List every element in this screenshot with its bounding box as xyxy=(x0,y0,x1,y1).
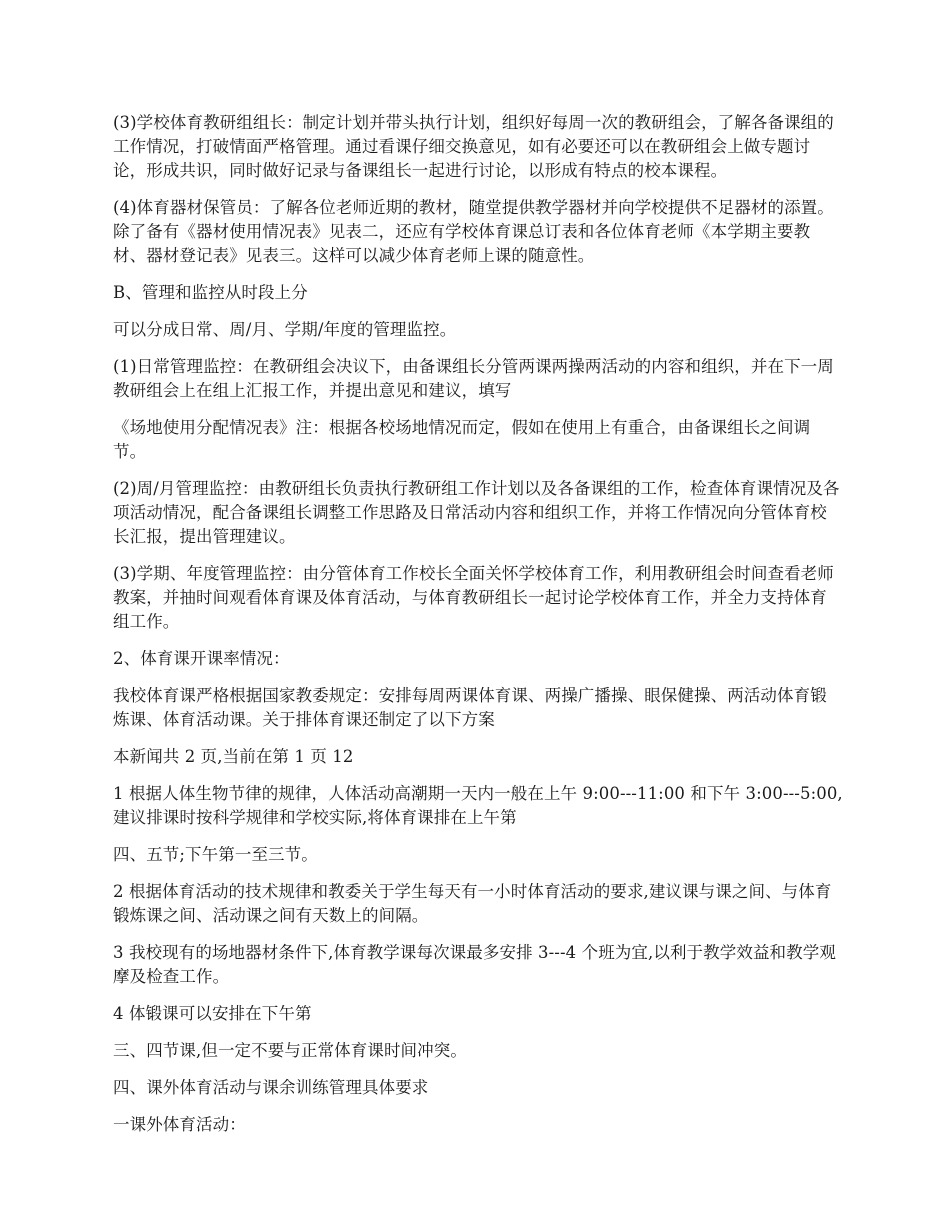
page-indicator: 本新闻共 2 页,当前在第 1 页 12 xyxy=(113,747,354,766)
list-item-1: 1 根据人体生物节律的规律，人体活动高潮期一天内一般在上午 9:00---11:00 和下午 3:00---5:00,建议排课时按科学规律和学校实际,将体育课排在上午第 xyxy=(113,784,843,827)
paragraph-daily-monitoring: (1)日常管理监控：在教研组会决议下，由备课组长分管两课两操两活动的内容和组织，并在下一周教研组会上在组上汇报工作，并提出意见和建议，填写 xyxy=(113,357,834,400)
paragraph-group-leader: (3)学校体育教研组组长：制定计划并带头执行计划，组织好每周一次的教研组会，了解各备课组的工作情况，打破情面严格管理。通过看课仔细交换意见，如有必要还可以在教研组会上做专题讨论，形成共识，同时做好记录与备课组长一起进行讨论，以形成有特点的校本课程。 xyxy=(113,113,834,180)
paragraph-term-monitoring: (3)学期、年度管理监控：由分管体育工作校长全面关怀学校体育工作，利用教研组会时间查看老师教案，并抽时间观看体育课及体育活动，与体育教研组长一起讨论学校体育工作，并全力支持体育组工作。 xyxy=(113,564,834,631)
list-item-1-continued: 四、五节;下午第一至三节。 xyxy=(113,845,318,864)
subsection-heading-1: 一课外体育活动： xyxy=(113,1115,246,1134)
paragraph-weekly-monitoring: (2)周/月管理监控：由教研组长负责执行教研组工作计划以及各备课组的工作，检查体育课情况及各项活动情况，配合备课组长调整工作思路及日常活动内容和组织工作，并将工作情况向分管体育校长汇报，提出管理建议。 xyxy=(113,479,840,546)
document-body xyxy=(113,111,843,1150)
list-item-4-continued: 三、四节课,但一定不要与正常体育课时间冲突。 xyxy=(113,1041,467,1060)
list-item-2: 2 根据体育活动的技术规律和教委关于学生每天有一小时体育活动的要求,建议课与课之间、与体育锻炼课之间、活动课之间有天数上的间隔。 xyxy=(113,882,832,925)
section-heading-b: B、管理和监控从时段上分 xyxy=(113,283,308,302)
paragraph-venue-table: 《场地使用分配情况表》注：根据各校场地情况而定，假如在使用上有重合，由备课组长之间调节。 xyxy=(113,418,811,461)
section-heading-2: 2、体育课开课率情况： xyxy=(113,649,290,668)
list-item-3: 3 我校现有的场地器材条件下,体育教学课每次课最多安排 3---4 个班为宜,以利于教学效益和教学观摩及检查工作。 xyxy=(113,943,836,986)
section-heading-4: 四、课外体育活动与课余训练管理具体要求 xyxy=(113,1078,429,1097)
list-item-4: 4 体锻课可以安排在下午第 xyxy=(113,1004,312,1023)
paragraph-monitoring-periods: 可以分成日常、周/月、学期/年度的管理监控。 xyxy=(113,320,457,339)
paragraph-pe-schedule: 我校体育课严格根据国家教委规定：安排每周两课体育课、两操广播操、眼保健操、两活动体育锻炼课、体育活动课。关于排体育课还制定了以下方案 xyxy=(113,686,827,729)
paragraph-equipment-keeper: (4)体育器材保管员：了解各位老师近期的教材，随堂提供教学器材并向学校提供不足器材的添置。除了备有《器材使用情况表》见表二，还应有学校体育课总订表和各位体育老师《本学期主要教材、器材登记表》见表三。这样可以减少体育老师上课的随意性。 xyxy=(113,198,834,265)
